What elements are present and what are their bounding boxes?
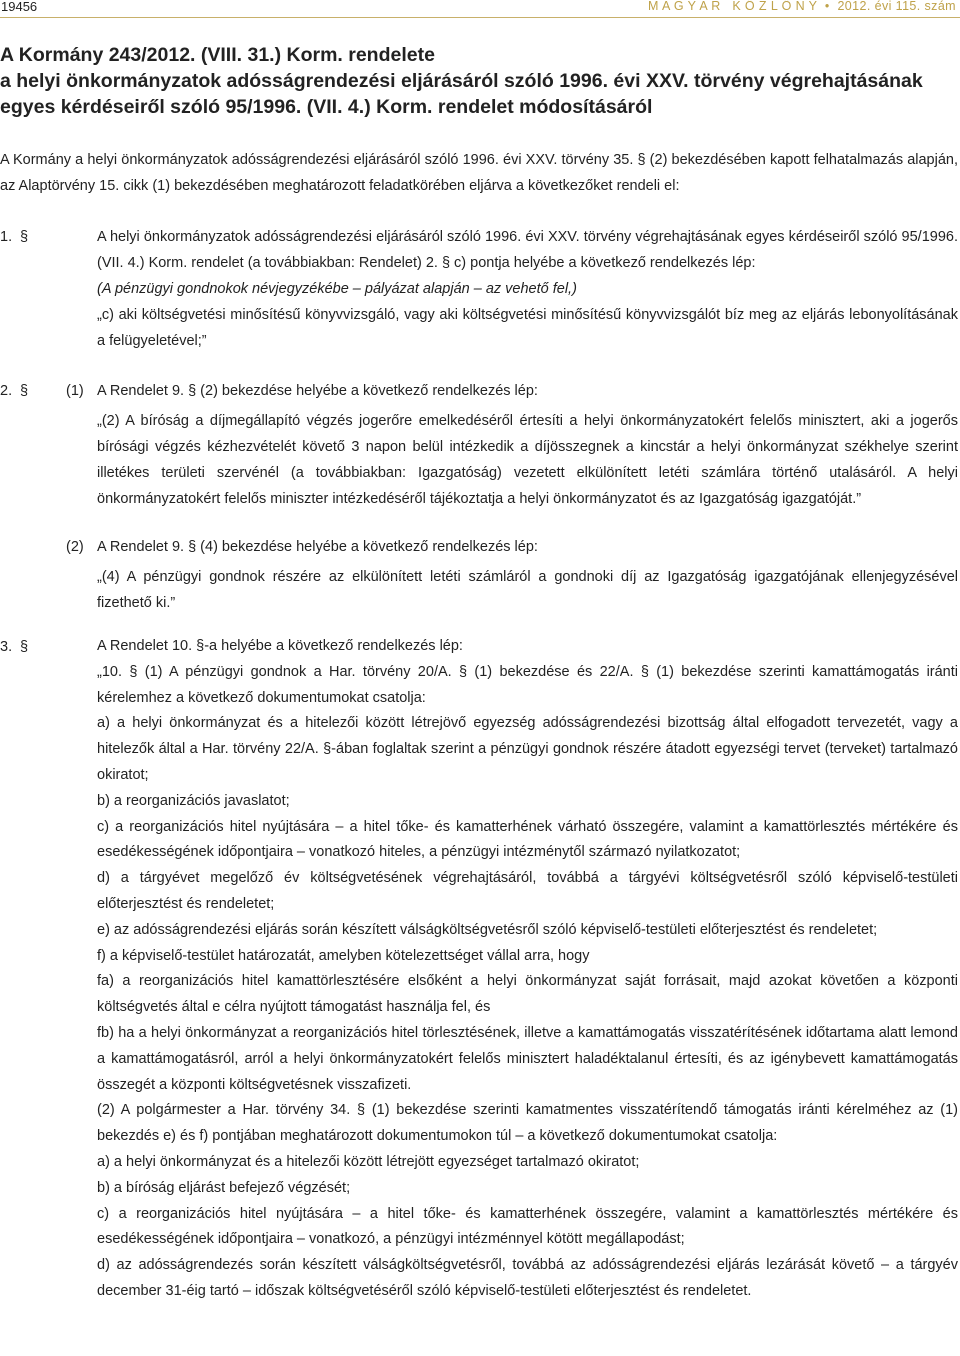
provision-line: fa) a reorganizációs hitel kamattörlesztésére elsőként a helyi önkormányzat saját forrásait, majd azokat követően a központi költségvetés által e célra nyújtott támogatást használja fel, és	[97, 973, 958, 1016]
section-number: 3.	[0, 639, 13, 655]
subsection-2-body	[97, 534, 958, 616]
quoted-provision: „c) aki költségvetési minősítésű könyvvizsgáló, vagy aki költségvetési minősítésű könyvvizsgálót bíz meg az eljárás lebonyolításának a felügyeletével;”	[97, 307, 958, 349]
subsection-1-body	[97, 378, 958, 512]
provision-line: c) a reorganizációs hitel nyújtására – a hitel tőke- és kamatterhének várható összegére, valamint a kamattörlesztés mértékére és esedékességének időpontjaira – vonatkozó hiteles, a pénzügyi intézménytől származó nyilatkozatot;	[97, 818, 958, 861]
paragraph-sign: §	[20, 639, 29, 655]
amendment-text: A Rendelet 9. § (4) bekezdése helyébe a következő rendelkezés lép:	[97, 539, 538, 555]
provision-line: a) a helyi önkormányzat és a hitelezői között létrejövő egyezség adósságrendezési bizottság által elfogadott tervezetét, vagy a hitelezők által a Har. törvény 22/A. §-ában foglaltak szerint a pénzügyi gondnok részére átadott egyezségi tervet (terveket) tartalmazó okiratot;	[97, 715, 958, 783]
subsection-2-number: (2)	[66, 539, 84, 555]
page-header	[0, 0, 960, 18]
provision-line: c) a reorganizációs hitel nyújtására – a hitel tőke- és kamatterhének összegére, valamint a kamattörlesztés mértékére és esedékességének időpontjaira – vonatkozó, a pénzügyi intézménnyel kötött megállapodást;	[97, 1205, 958, 1248]
decree-title	[0, 42, 960, 120]
context-italic: (A pénzügyi gondnokok névjegyzékébe – pályázat alapján – az vehető fel,)	[97, 281, 577, 297]
provision-line: d) az adósságrendezés során készített válságköltségvetésről, továbbá az adósságrendezési eljárás lezárását követő – a tárgyév december 31-éig tartó – időszak költségvetéséről szóló képviselő-testületi előterjesztést és rendeletet.	[97, 1257, 958, 1299]
provision-line: fb) ha a helyi önkormányzat a reorganizációs hitel törlesztésének, illetve a kamattámogatás visszatérítésének időtartama alatt lemond a kamattámogatásról, arról a helyi önkormányzatokért felelős minisztert haladéktalanul értesíti, és az igénybevett kamattámogatás összegét a központi költségvetésnek visszafizeti.	[97, 1024, 958, 1093]
header-rule	[0, 17, 960, 18]
provision-line: a) a helyi önkormányzat és a hitelezői között létrejött egyezséget tartalmazó okiratot;	[97, 1153, 640, 1170]
amendment-text: A helyi önkormányzatok adósságrendezési eljárásáról szóló 1996. évi XXV. törvény végrehajtásának egyes kérdéseiről szóló 95/1996. (VII. 4.) Korm. rendelet (a továbbiakban: Rendelet) 2. § c) pontja helyébe a következő rendelkezés lép:	[97, 229, 958, 271]
publication-title: M A G Y A R K Ö Z L Ö N Y • 2012. évi 115. szám	[647, 0, 956, 13]
title-line-2: a helyi önkormányzatok adósságrendezési eljárásáról szóló 1996. évi XXV. törvény végrehajtásának	[0, 70, 923, 92]
provision-line: (2) A polgármester a Har. törvény 34. § (1) bekezdése szerinti kamatmentes visszatérítendő támogatás iránti kérelméhez az (1) bekezdés e) és f) pontjában meghatározott dokumentumokon túl – a következő dokumentumokat csatolja:	[97, 1102, 958, 1145]
provision-line: „10. § (1) A pénzügyi gondnok a Har. törvény 20/A. § (1) bekezdése és 22/A. § (1) bekezdése szerinti kamattámogatás iránti kérelemhez a következő dokumentumokat csatolja:	[97, 663, 958, 706]
section-body	[97, 634, 958, 1305]
provision-line: e) az adósságrendezési eljárás során készített válságköltségvetésről szóló képviselő-testületi előterjesztést és rendeletet;	[97, 921, 878, 938]
page-number: 19456	[1, 0, 38, 14]
preamble: A Kormány a helyi önkormányzatok adósságrendezési eljárásáról szóló 1996. évi XXV. törvény 35. § (2) bekezdésében kapott felhatalmazás alapján, az Alaptörvény 15. cikk (1) bekezdésében meghatározott feladatkörében eljárva a következőket rendeli el:	[0, 152, 958, 194]
provision-line: d) a tárgyévet megelőző év költségvetésének végrehajtásáról, továbbá a tárgyévi költségvetésről szóló képviselő-testületi előterjesztést és rendeletet;	[97, 870, 958, 912]
section-number: 2.	[0, 383, 13, 399]
title-line-3: egyes kérdéseiről szóló 95/1996. (VII. 4.) Korm. rendelet módosításáról	[0, 96, 653, 118]
provision-line: b) a bíróság eljárást befejező végzését;	[97, 1179, 351, 1196]
amendment-text: A Rendelet 9. § (2) bekezdése helyébe a következő rendelkezés lép:	[97, 383, 538, 399]
section-body	[97, 224, 958, 354]
provision-line: f) a képviselő-testület határozatát, amelyben kötelezettséget vállal arra, hogy	[97, 947, 590, 964]
title-line-1: A Kormány 243/2012. (VIII. 31.) Korm. rendelete	[0, 44, 435, 66]
provision-line: b) a reorganizációs javaslatot;	[97, 792, 290, 809]
quoted-provision: „(4) A pénzügyi gondnok részére az elkülönített letéti számláról a gondnoki díj az Igazgatóság igazgatójának ellenjegyzésével fizethető ki.”	[97, 569, 958, 611]
paragraph-sign: §	[20, 383, 29, 399]
subsection-1-number: (1)	[66, 383, 84, 399]
section-number: 1.	[0, 229, 13, 245]
paragraph-sign: §	[20, 229, 29, 245]
amendment-text: A Rendelet 10. §-a helyébe a következő rendelkezés lép:	[97, 638, 463, 654]
quoted-provision: „(2) A bíróság a díjmegállapító végzés jogerőre emelkedéséről értesíti a helyi önkormányzatokért felelős minisztert, aki a jogerős bírósági végzés kézhezvételét követő 3 napon belül intézkedik a díjösszegnek a kincstár a helyi önkormányzat székhelye szerint illetékes területi szervénél (a továbbiakban: Igazgatóság) vezetett elkülönített letéti számlára történő utalásáról. A helyi önkormányzatokért felelős miniszter intézkedéséről tájékoztatja a helyi önkormányzatot és az Igazgatóság igazgatóját.”	[97, 413, 958, 507]
